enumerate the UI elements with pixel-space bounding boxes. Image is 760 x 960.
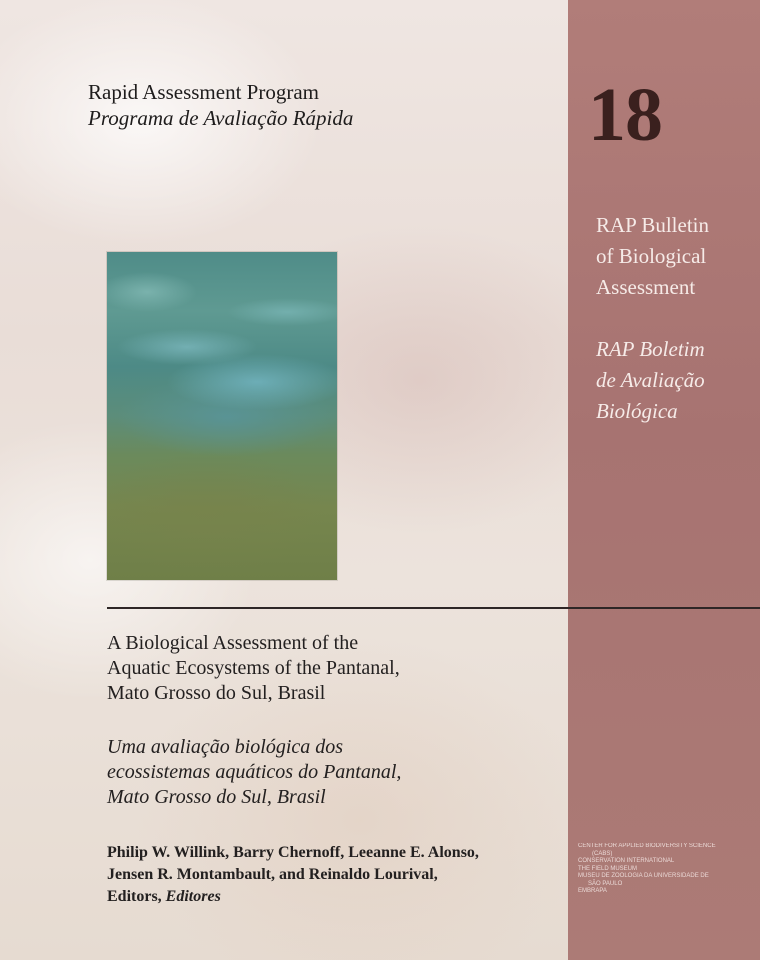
- program-name: [88, 79, 353, 131]
- publisher-logos: [578, 843, 728, 896]
- publisher-line: CONSERVATION INTERNATIONAL: [578, 858, 675, 864]
- series-title-en-line: of Biological: [596, 244, 707, 268]
- aerial-wetland-photo: [107, 252, 337, 580]
- book-title-en: [107, 631, 547, 706]
- bulletin-number: 18: [588, 73, 662, 157]
- publisher-line: THE FIELD MUSEUM: [578, 865, 638, 872]
- series-title-pt-line: RAP Boletim: [596, 337, 705, 361]
- book-title-en-line: A Biological Assessment of the: [107, 632, 359, 654]
- publisher-line: MUSEU DE ZOOLOGIA DA UNIVERSIDADE DE: [578, 873, 709, 879]
- series-title-en-line: Assessment: [596, 275, 696, 299]
- publisher-line: CENTER FOR APPLIED BIODIVERSITY SCIENCE: [578, 843, 716, 849]
- book-title-pt-line: Uma avaliação biológica dos: [107, 736, 344, 758]
- series-title-en-line: RAP Bulletin: [596, 213, 709, 237]
- book-title-pt: [107, 735, 547, 810]
- publisher-line: (CABS): [592, 850, 613, 857]
- publisher-line: SÃO PAULO: [588, 880, 623, 887]
- editors-line: Philip W. Willink, Barry Chernoff, Leeanne E. Alonso,: [107, 844, 479, 861]
- book-title-en-line: Mato Grosso do Sul, Brasil: [107, 682, 326, 704]
- editors-credit: [107, 842, 547, 908]
- book-title-pt-line: ecossistemas aquáticos do Pantanal,: [107, 761, 402, 783]
- program-name-pt: Programa de Avaliação Rápida: [88, 106, 354, 130]
- series-title-pt: [596, 334, 756, 427]
- publisher-line: EMBRAPA: [578, 888, 607, 894]
- editors-label: [107, 886, 547, 908]
- series-title-pt-line: de Avaliação: [596, 368, 705, 392]
- book-title-pt-line: Mato Grosso do Sul, Brasil: [107, 786, 326, 808]
- editors-label-en: Editors,: [107, 888, 162, 905]
- title-divider: [107, 607, 760, 609]
- program-name-en: Rapid Assessment Program: [88, 80, 319, 104]
- series-title-pt-line: Biológica: [596, 399, 678, 423]
- series-title-en: [596, 210, 756, 303]
- editors-line: Jensen R. Montambault, and Reinaldo Lourival,: [107, 866, 438, 883]
- book-title-en-line: Aquatic Ecosystems of the Pantanal,: [107, 657, 400, 679]
- editors-label-pt: Editores: [165, 888, 221, 905]
